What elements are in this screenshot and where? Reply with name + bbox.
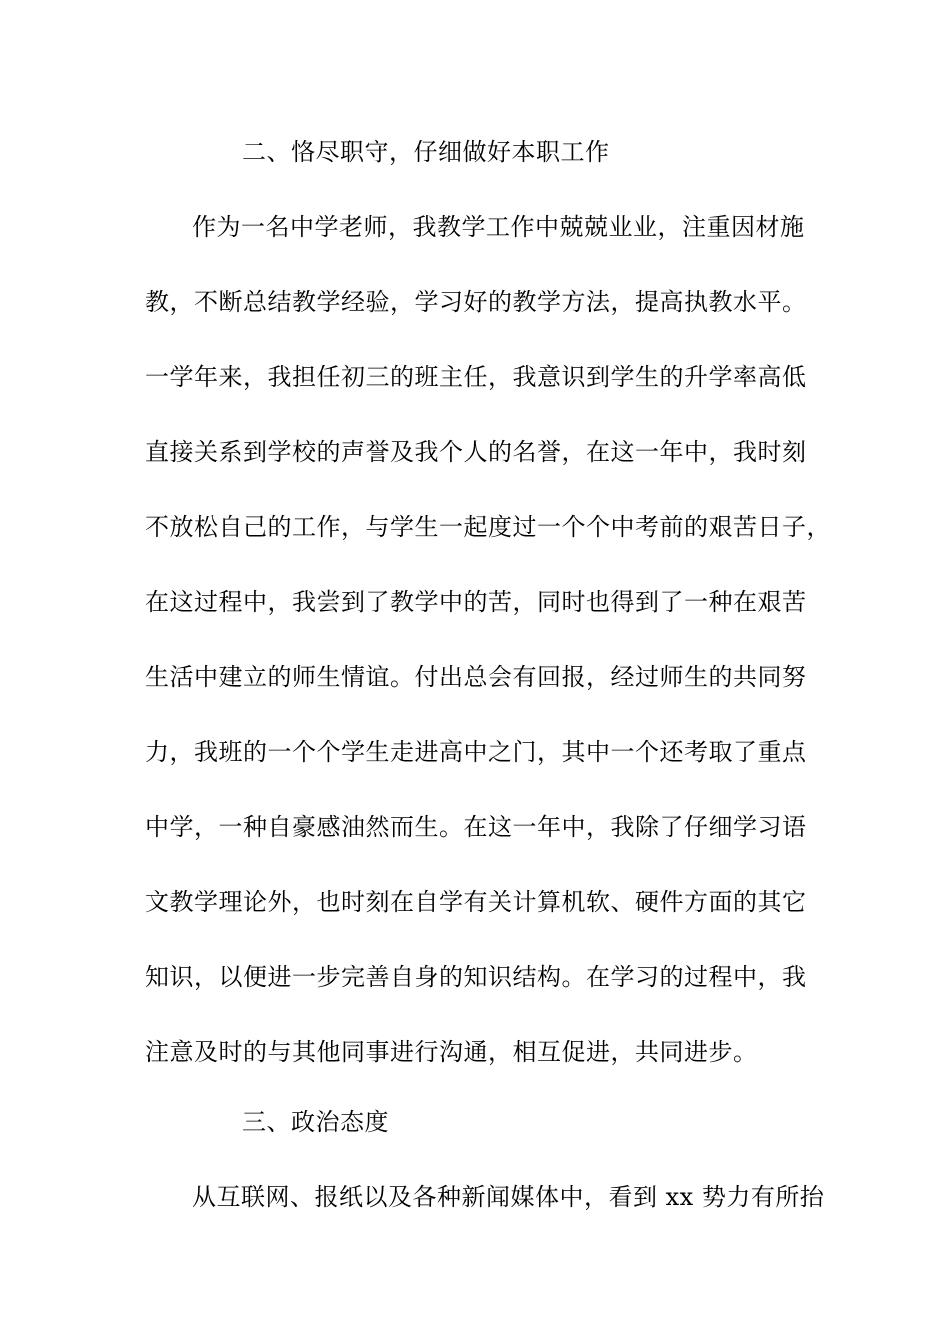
paragraph-line: 一学年来，我担任初三的班主任，我意识到学生的升学率高低 [145,363,807,391]
section-2-heading: 二、恪尽职守，仔细做好本职工作 [242,138,610,166]
paragraph-line: 直接关系到学校的声誉及我个人的名誉，在这一年中，我时刻 [145,438,807,466]
paragraph-line: 注意及时的与其他同事进行沟通，相互促进，共同进步。 [145,1038,758,1066]
paragraph-line: 知识，以便进一步完善自身的知识结构。在学习的过程中，我 [145,963,807,991]
paragraph-line: 教，不断总结教学经验，学习好的教学方法，提高执教水平。 [145,288,807,316]
paragraph-line: 作为一名中学老师，我教学工作中兢兢业业，注重因材施 [192,213,805,241]
paragraph-line: 力，我班的一个个学生走进高中之门，其中一个还考取了重点 [145,738,807,766]
paragraph-line: 文教学理论外，也时刻在自学有关计算机软、硬件方面的其它 [145,888,807,916]
paragraph-line: 从互联网、报纸以及各种新闻媒体中，看到 xx 势力有所抬 [192,1183,825,1211]
paragraph-line: 中学，一种自豪感油然而生。在这一年中，我除了仔细学习语 [145,813,807,841]
section-3-heading: 三、政治态度 [242,1108,389,1136]
paragraph-line: 生活中建立的师生情谊。付出总会有回报，经过师生的共同努 [145,663,807,691]
paragraph-line: 不放松自己的工作，与学生一起度过一个个中考前的艰苦日子， [145,513,831,541]
paragraph-line: 在这过程中，我尝到了教学中的苦，同时也得到了一种在艰苦 [145,588,807,616]
